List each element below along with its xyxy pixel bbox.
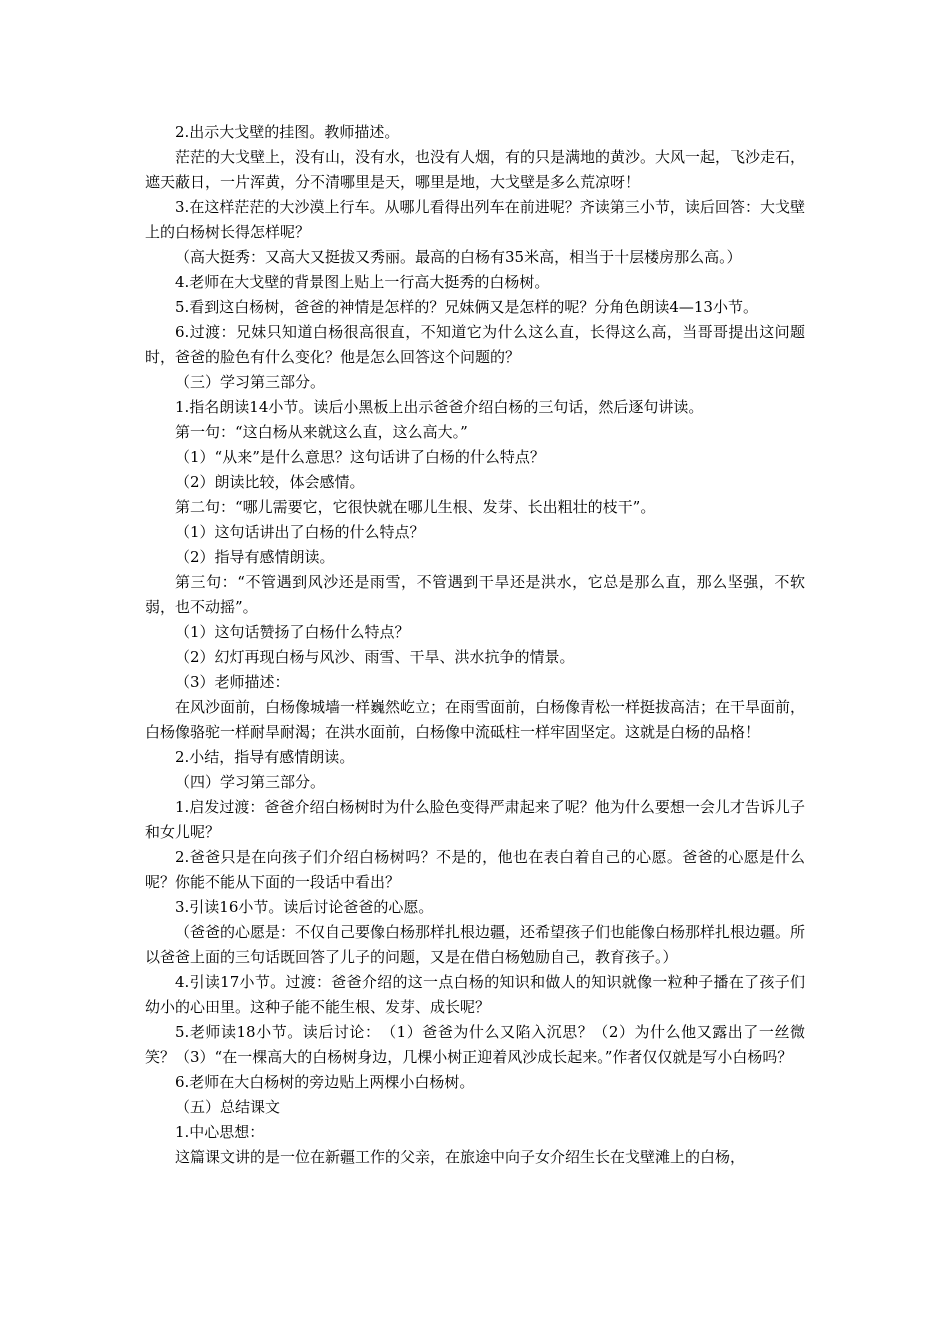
paragraph: 2.出示大戈壁的挂图。教师描述。 <box>175 123 400 141</box>
section-heading: （五）总结课文 <box>175 1098 281 1116</box>
paragraph: 4.引读17小节。过渡：爸爸介绍的这一点白杨的知识和做人的知识就像一粒种子播在了孩子们幼小的心田里。这种子能不能生根、发芽、成长呢？ <box>145 973 805 1016</box>
paragraph: 在风沙面前，白杨像城墙一样巍然屹立；在雨雪面前，白杨像青松一样挺拔高洁；在干旱面前，白杨像骆驼一样耐旱耐渴；在洪水面前，白杨像中流砥柱一样牢固坚定。这就是白杨的品格！ <box>145 698 806 741</box>
paragraph: 第三句：“不管遇到风沙还是雨雪，不管遇到干旱还是洪水，它总是那么直，那么坚强，不软弱，也不动摇”。 <box>145 573 805 616</box>
document-body <box>145 120 805 1170</box>
paragraph: 6.老师在大白杨树的旁边贴上两棵小白杨树。 <box>175 1073 475 1091</box>
paragraph: （3）老师描述： <box>175 673 290 691</box>
paragraph: 第二句：“哪儿需要它，它很快就在哪儿生根、发芽、长出粗壮的枝干”。 <box>175 498 656 516</box>
paragraph: 5.看到这白杨树，爸爸的神情是怎样的？兄妹俩又是怎样的呢？分角色朗读4—13小节。 <box>175 298 758 316</box>
paragraph: 3.引读16小节。读后讨论爸爸的心愿。 <box>175 898 434 916</box>
paragraph: 茫茫的大戈壁上，没有山，没有水，也没有人烟，有的只是满地的黄沙。大风一起，飞沙走石，遮天蔽日，一片浑黄，分不清哪里是天，哪里是地，大戈壁是多么荒凉呀！ <box>145 148 806 191</box>
paragraph: （1）“从来”是什么意思？这句话讲了白杨的什么特点？ <box>175 448 545 466</box>
paragraph: 第一句：“这白杨从来就这么直，这么高大。” <box>175 423 468 441</box>
paragraph: （2）幻灯再现白杨与风沙、雨雪、干旱、洪水抗争的情景。 <box>175 648 575 666</box>
section-heading: （四）学习第三部分。 <box>175 773 326 791</box>
paragraph: （爸爸的心愿是：不仅自己要像白杨那样扎根边疆，还希望孩子们也能像白杨那样扎根边疆。所以爸爸上面的三句话既回答了儿子的问题，又是在借白杨勉励自己，教育孩子。） <box>145 923 806 966</box>
paragraph: （2）指导有感情朗读。 <box>175 548 335 566</box>
paragraph: 2.小结，指导有感情朗读。 <box>175 748 355 766</box>
paragraph: 5.老师读18小节。读后讨论： （1）爸爸为什么又陷入沉思？（2）为什么他又露出了一丝微笑？（3）“在一棵高大的白杨树身边，几棵小树正迎着风沙成长起来。”作者仅仅就是写小白杨吗？ <box>145 1023 805 1066</box>
paragraph: 6.过渡：兄妹只知道白杨很高很直，不知道它为什么这么直，长得这么高，当哥哥提出这问题时，爸爸的脸色有什么变化？他是怎么回答这个问题的？ <box>145 323 805 366</box>
paragraph: 1.中心思想： <box>175 1123 265 1141</box>
paragraph: 3.在这样茫茫的大沙漠上行车。从哪儿看得出列车在前进呢？齐读第三小节，读后回答：大戈壁上的白杨树长得怎样呢？ <box>145 198 805 241</box>
paragraph: 2.爸爸只是在向孩子们介绍白杨树吗？不是的，他也在表白着自己的心愿。爸爸的心愿是什么呢？你能不能从下面的一段话中看出？ <box>145 848 805 891</box>
paragraph: 4.老师在大戈壁的背景图上贴上一行高大挺秀的白杨树。 <box>175 273 550 291</box>
paragraph: （1）这句话讲出了白杨的什么特点？ <box>175 523 425 541</box>
paragraph: （2）朗读比较，体会感情。 <box>175 473 365 491</box>
paragraph: （1）这句话赞扬了白杨什么特点？ <box>175 623 410 641</box>
section-heading: （三）学习第三部分。 <box>175 373 326 391</box>
paragraph: 这篇课文讲的是一位在新疆工作的父亲，在旅途中向子女介绍生长在戈壁滩上的白杨， <box>175 1148 746 1166</box>
paragraph: 1.指名朗读14小节。读后小黑板上出示爸爸介绍白杨的三句话，然后逐句讲读。 <box>175 398 704 416</box>
paragraph: 1.启发过渡：爸爸介绍白杨树时为什么脸色变得严肃起来了呢？他为什么要想一会儿才告诉儿子和女儿呢？ <box>145 798 805 841</box>
paragraph: （高大挺秀：又高大又挺拔又秀丽。最高的白杨有35米高，相当于十层楼房那么高。） <box>175 248 742 266</box>
